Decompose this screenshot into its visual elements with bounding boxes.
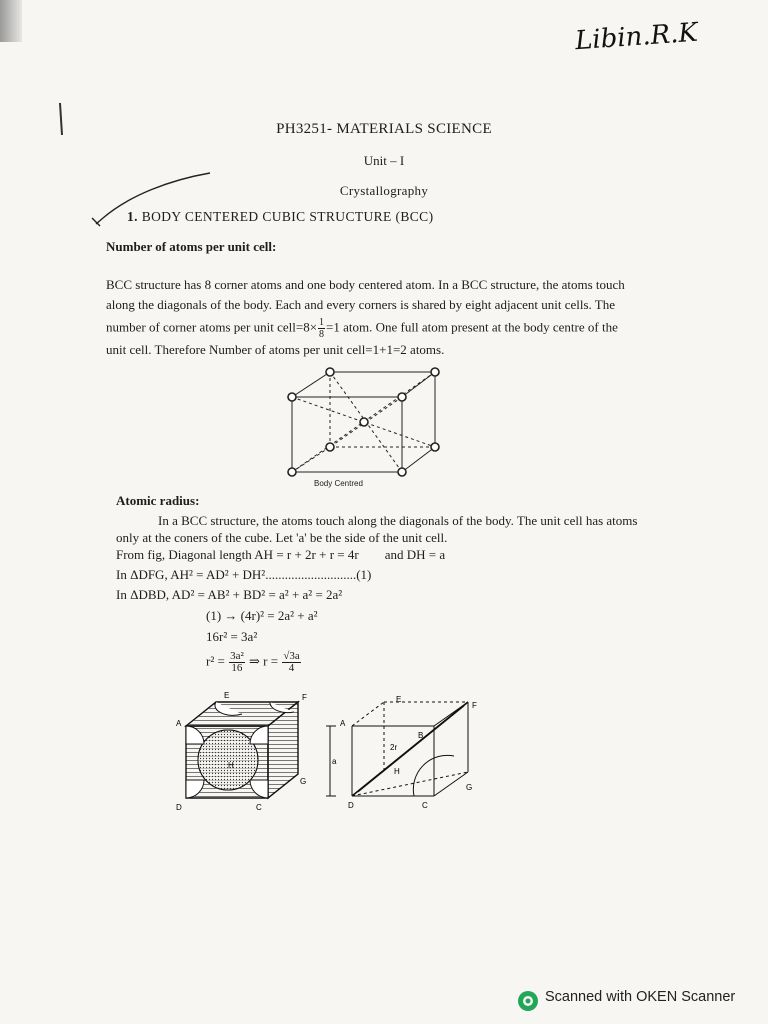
para2-line3 bbox=[116, 546, 668, 563]
fig3-label-a: A bbox=[340, 719, 346, 728]
para2-line8 bbox=[206, 651, 668, 674]
subheading-atomic-radius: Atomic radius: bbox=[116, 493, 200, 508]
para2-line3b: and DH = a bbox=[384, 547, 446, 562]
paragraph-atomic-radius bbox=[116, 512, 668, 674]
frac2-den: 4 bbox=[288, 662, 295, 674]
fig2-label-g: G bbox=[300, 777, 307, 786]
handwritten-signature: Libin.R.K bbox=[574, 17, 699, 57]
para2-line1: In a BCC structure, the atoms touch along the diagonals of the body. The unit cell has atoms bbox=[158, 513, 638, 528]
frac1-num: 3a² bbox=[230, 650, 244, 662]
fig2-label-c: C bbox=[256, 803, 262, 812]
para1-line2: along the diagonals of the body. Each and every corners is shared by eight adjacent unit cells. The bbox=[106, 297, 615, 312]
scanner-footer: Scanned with OKEN Scanner bbox=[545, 989, 736, 1005]
para2-line6: (1) → (4r)² = 2a² + a² bbox=[206, 608, 318, 623]
fraction-one-eighth bbox=[318, 317, 325, 340]
section-number: 1. bbox=[127, 209, 138, 224]
para1-line4: unit cell. Therefore Number of atoms per unit cell=1+1=2 atoms. bbox=[106, 342, 445, 357]
fig3-label-a-side: a bbox=[332, 757, 337, 766]
paragraph-atoms-per-cell bbox=[106, 275, 694, 360]
fig2-label-h: H bbox=[228, 761, 234, 770]
fig2-label-d: D bbox=[176, 803, 182, 812]
para1-line1: BCC structure has 8 corner atoms and one body centered atom. In a BCC structure, the atoms touch bbox=[106, 277, 625, 292]
fig3-label-b: B bbox=[418, 731, 424, 740]
bcc-unit-cell-figure bbox=[280, 362, 450, 492]
para2-line2: only at the coners of the cube. Let 'a' be the side of the unit cell. bbox=[116, 530, 448, 545]
para1-line3a: number of corner atoms per unit cell=8× bbox=[106, 319, 318, 335]
para2-line3a: From fig, Diagonal length AH = r + 2r + r = 4r bbox=[116, 547, 359, 562]
para2-line8b: ⇒ r = bbox=[249, 653, 279, 669]
frac-num: 1 bbox=[319, 317, 325, 328]
subject-label: Crystallography bbox=[339, 183, 429, 198]
para2-line7: 16r² = 3a² bbox=[206, 629, 258, 644]
para1-line3b: =1 atom. One full atom present at the body centre of the bbox=[326, 319, 618, 335]
fig2-label-f: F bbox=[302, 693, 307, 702]
fraction-3a2-16 bbox=[229, 651, 245, 674]
para2-line5: In ΔDBD, AD² = AB² + BD² = a² + a² = 2a² bbox=[116, 587, 343, 602]
fig3-label-c: C bbox=[422, 801, 428, 810]
frac1-den: 16 bbox=[231, 662, 243, 674]
fig2-label-a: A bbox=[176, 719, 182, 728]
section-heading bbox=[127, 209, 433, 225]
para2-line4: In ΔDFG, AH² = AD² + DH²............................(1) bbox=[116, 567, 372, 582]
body-diagonal-figure bbox=[318, 688, 488, 818]
fig3-label-e: E bbox=[396, 695, 402, 704]
frac-den: 8 bbox=[319, 329, 325, 340]
section-title: BODY CENTERED CUBIC STRUCTURE (BCC) bbox=[141, 209, 434, 224]
unit-label: Unit – I bbox=[363, 153, 405, 168]
fig3-label-f: F bbox=[472, 701, 477, 710]
fig2-label-e: E bbox=[224, 691, 230, 700]
frac2-num: √3a bbox=[283, 650, 300, 662]
bcc-packing-figure bbox=[172, 688, 322, 816]
fig3-label-d: D bbox=[348, 801, 354, 810]
subheading-atoms-per-cell: Number of atoms per unit cell: bbox=[106, 239, 277, 254]
fig3-label-2r: 2r bbox=[390, 743, 398, 752]
document-title: PH3251- MATERIALS SCIENCE bbox=[276, 121, 492, 137]
fraction-root3a-4 bbox=[282, 651, 300, 674]
para2-line8a: r² = bbox=[206, 653, 225, 669]
fig3-label-g: G bbox=[466, 783, 473, 792]
figure1-caption: Body Centred bbox=[314, 479, 363, 488]
oken-scanner-logo-icon bbox=[517, 990, 539, 1012]
fig3-label-h: H bbox=[394, 767, 400, 776]
para1-line3 bbox=[106, 317, 694, 340]
